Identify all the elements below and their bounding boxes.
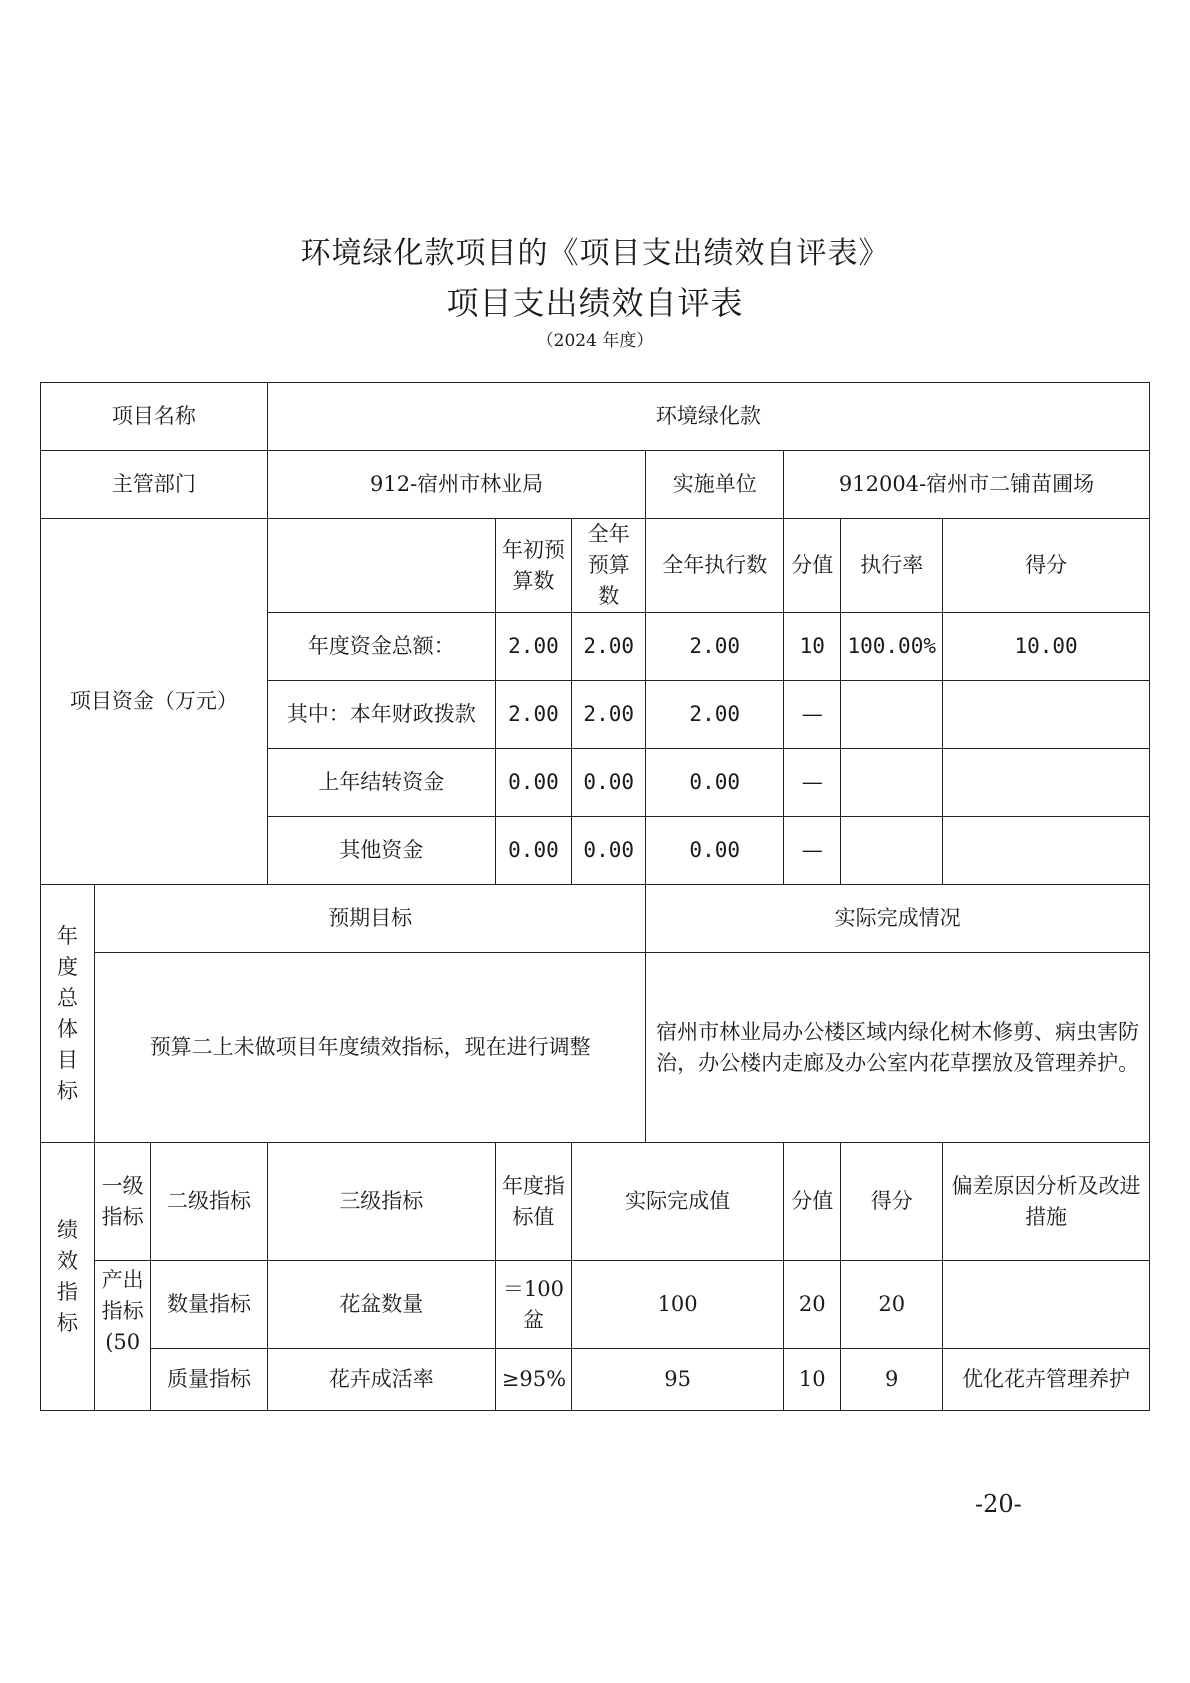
funds-row-label: 上年结转资金 [267,749,495,817]
funds-executed: 2.00 [646,681,784,749]
goals-header-row [41,885,1150,953]
funds-score: 10.00 [943,613,1150,681]
funds-executed: 2.00 [646,613,784,681]
level2-value: 数量指标 [151,1261,268,1349]
funds-rate [841,817,943,885]
level1-value: 产出指标(50 [95,1261,151,1411]
level2-value: 质量指标 [151,1349,268,1411]
unit-value: 912004-宿州市二铺苗圃场 [784,451,1150,519]
funds-row-label: 年度资金总额： [267,613,495,681]
funds-weight: — [784,817,841,885]
weight-value: 10 [784,1349,841,1411]
department-row [41,451,1150,519]
score-header: 得分 [841,1143,943,1261]
fiscal-year: （2024 年度） [536,331,654,351]
unit-label: 实施单位 [646,451,784,519]
actual-value-header: 实际完成值 [572,1143,784,1261]
funds-header-blank [267,519,495,613]
weight-value: 20 [784,1261,841,1349]
funds-full: 2.00 [572,681,646,749]
level2-header: 二级指标 [151,1143,268,1261]
funds-row-label: 其中：本年财政拨款 [267,681,495,749]
funds-row-label: 其他资金 [267,817,495,885]
weight-header: 分值 [784,519,841,613]
level3-value: 花卉成活率 [267,1349,495,1411]
actual-completion-text: 宿州市林业局办公楼区域内绿化树木修剪、病虫害防治，办公楼内走廊及办公室内花草摆放及管理养护。 [646,953,1150,1143]
document-title: 环境绿化款项目的《项目支出绩效自评表》 [300,236,890,271]
funds-score [943,749,1150,817]
executed-header: 全年执行数 [646,519,784,613]
funds-label: 项目资金（万元） [41,519,268,885]
expected-goal-text: 预算二上未做项目年度绩效指标，现在进行调整 [95,953,646,1143]
page-number: -20- [975,1490,1022,1518]
target-header: 年度指标值 [495,1143,571,1261]
level1-header: 一级指标 [95,1143,151,1261]
project-name-label: 项目名称 [41,383,268,451]
score-header: 得分 [943,519,1150,613]
funds-weight: — [784,749,841,817]
project-name-value: 环境绿化款 [267,383,1149,451]
funds-full: 2.00 [572,613,646,681]
initial-budget-header: 年初预算数 [495,519,571,613]
actual-value: 95 [572,1349,784,1411]
rate-header: 执行率 [841,519,943,613]
analysis-value: 优化花卉管理养护 [943,1349,1150,1411]
funds-score [943,817,1150,885]
indicator-row [41,1349,1150,1411]
target-value: ＝100盆 [495,1261,571,1349]
indicator-row [41,1261,1150,1349]
department-value: 912-宿州市林业局 [267,451,645,519]
funds-initial: 0.00 [495,749,571,817]
funds-executed: 0.00 [646,817,784,885]
table-title: 项目支出绩效自评表 [446,284,744,322]
full-budget-header: 全年预算数 [572,519,646,613]
funds-initial: 2.00 [495,613,571,681]
project-name-row [41,383,1150,451]
performance-indicators-label: 绩效指标 [41,1143,95,1411]
funds-full: 0.00 [572,817,646,885]
funds-score [943,681,1150,749]
evaluation-table [40,382,1150,1411]
level3-header: 三级指标 [267,1143,495,1261]
goals-content-row [41,953,1150,1143]
funds-weight: — [784,681,841,749]
indicator-header-row [41,1143,1150,1261]
annual-goals-label: 年度总体目标 [41,885,95,1143]
funds-header-row [41,519,1150,613]
actual-value: 100 [572,1261,784,1349]
funds-weight: 10 [784,613,841,681]
funds-initial: 0.00 [495,817,571,885]
expected-goal-header: 预期目标 [95,885,646,953]
target-value: ≥95% [495,1349,571,1411]
funds-full: 0.00 [572,749,646,817]
funds-initial: 2.00 [495,681,571,749]
weight-header: 分值 [784,1143,841,1261]
score-value: 9 [841,1349,943,1411]
analysis-header: 偏差原因分析及改进措施 [943,1143,1150,1261]
score-value: 20 [841,1261,943,1349]
analysis-value [943,1261,1150,1349]
funds-rate [841,749,943,817]
department-label: 主管部门 [41,451,268,519]
level3-value: 花盆数量 [267,1261,495,1349]
funds-rate [841,681,943,749]
funds-executed: 0.00 [646,749,784,817]
funds-rate: 100.00% [841,613,943,681]
actual-completion-header: 实际完成情况 [646,885,1150,953]
